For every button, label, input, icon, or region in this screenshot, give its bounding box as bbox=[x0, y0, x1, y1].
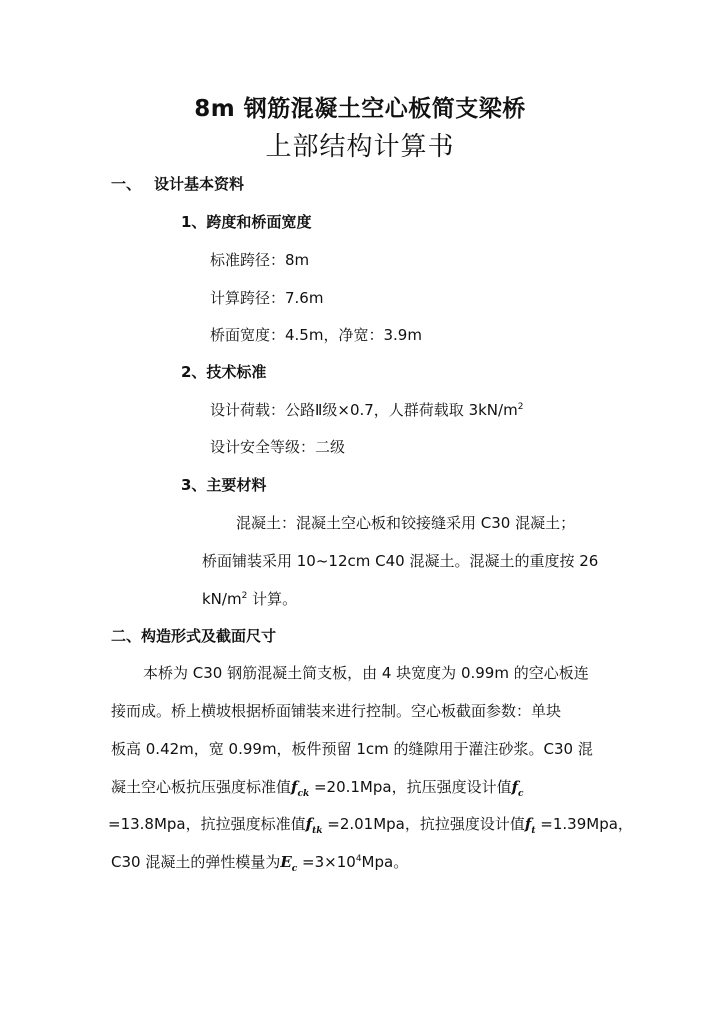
symbol-fc bbox=[511, 778, 524, 799]
safety-grade-line: 设计安全等级：二级 bbox=[210, 438, 346, 456]
symbol-ftk-letter: f bbox=[305, 815, 313, 833]
materials-line3-sup: 2 bbox=[241, 591, 248, 601]
para-line5-b: =2.01Mpa，抗拉强度设计值 bbox=[322, 815, 525, 833]
para-line4 bbox=[111, 776, 524, 799]
materials-line2: 桥面铺装采用 10~12cm C40 混凝土。混凝土的重度按 26 bbox=[202, 552, 599, 570]
symbol-ec bbox=[280, 853, 298, 874]
section1-number: 一、 bbox=[111, 175, 142, 193]
symbol-ftk-sub: tk bbox=[312, 826, 323, 836]
document-title-line1: 8m 钢筋混凝土空心板简支梁桥 bbox=[194, 96, 526, 122]
symbol-fc-sub: c bbox=[518, 789, 524, 799]
symbol-ft-letter: f bbox=[524, 815, 532, 833]
materials-line1: 混凝土：混凝土空心板和铰接缝采用 C30 混凝土； bbox=[236, 514, 576, 532]
section2-title: 二、构造形式及截面尺寸 bbox=[111, 627, 277, 645]
para-line3: 板高 0.42m，宽 0.99m，板件预留 1cm 的缝隙用于灌注砂浆。C30 混 bbox=[111, 740, 593, 758]
para-line4-a: 凝土空心板抗压强度标准值 bbox=[111, 778, 292, 796]
standard-span-line: 标准跨径：8m bbox=[210, 251, 310, 269]
symbol-ft-sub: t bbox=[531, 826, 536, 836]
calculated-span-line: 计算跨径：7.6m bbox=[210, 289, 324, 307]
para-line2: 接而成。桥上横坡根据桥面铺装来进行控制。空心板截面参数：单块 bbox=[111, 702, 562, 720]
symbol-ftk bbox=[305, 815, 323, 836]
materials-line3-end: 计算。 bbox=[247, 590, 298, 608]
symbol-fck-sub: ck bbox=[297, 789, 310, 799]
symbol-ft bbox=[524, 815, 536, 836]
para-line6-b: =3×10 bbox=[297, 853, 356, 871]
section1-title: 设计基本资料 bbox=[154, 175, 245, 193]
para-line6 bbox=[111, 851, 408, 874]
design-load-sup: 2 bbox=[517, 402, 524, 412]
symbol-fck-letter: f bbox=[291, 778, 298, 796]
symbol-ec-letter: E bbox=[280, 853, 292, 871]
materials-line3 bbox=[202, 588, 297, 609]
section1-sub3-heading: 3、主要材料 bbox=[181, 476, 267, 494]
para-line4-b: =20.1Mpa，抗压强度设计值 bbox=[309, 778, 512, 796]
document-title-line2: 上部结构计算书 bbox=[265, 132, 455, 162]
para-line5-a: =13.8Mpa，抗拉强度标准值 bbox=[108, 815, 306, 833]
section1-sub2-heading: 2、技术标准 bbox=[181, 363, 267, 381]
para-line6-c: Mpa。 bbox=[361, 853, 409, 871]
para-line5-c: =1.39Mpa， bbox=[535, 815, 633, 833]
para-line6-sup: 4 bbox=[355, 854, 362, 864]
design-load-line bbox=[210, 399, 523, 420]
para-line1: 本桥为 C30 钢筋混凝土简支板，由 4 块宽度为 0.99m 的空心板连 bbox=[143, 664, 589, 682]
symbol-ec-sub: c bbox=[291, 864, 298, 874]
deck-width-line: 桥面宽度：4.5m，净宽：3.9m bbox=[210, 326, 422, 344]
section1-sub1-heading: 1、跨度和桥面宽度 bbox=[181, 213, 312, 231]
symbol-fc-letter: f bbox=[511, 778, 519, 796]
para-line6-a: C30 混凝土的弹性模量为 bbox=[111, 853, 281, 871]
para-line5 bbox=[108, 813, 633, 836]
symbol-fck bbox=[291, 778, 310, 799]
design-load-text: 设计荷载：公路Ⅱ级×0.7，人群荷载取 3kN/m bbox=[210, 401, 518, 419]
materials-line3-unit: kN/m bbox=[202, 590, 242, 608]
